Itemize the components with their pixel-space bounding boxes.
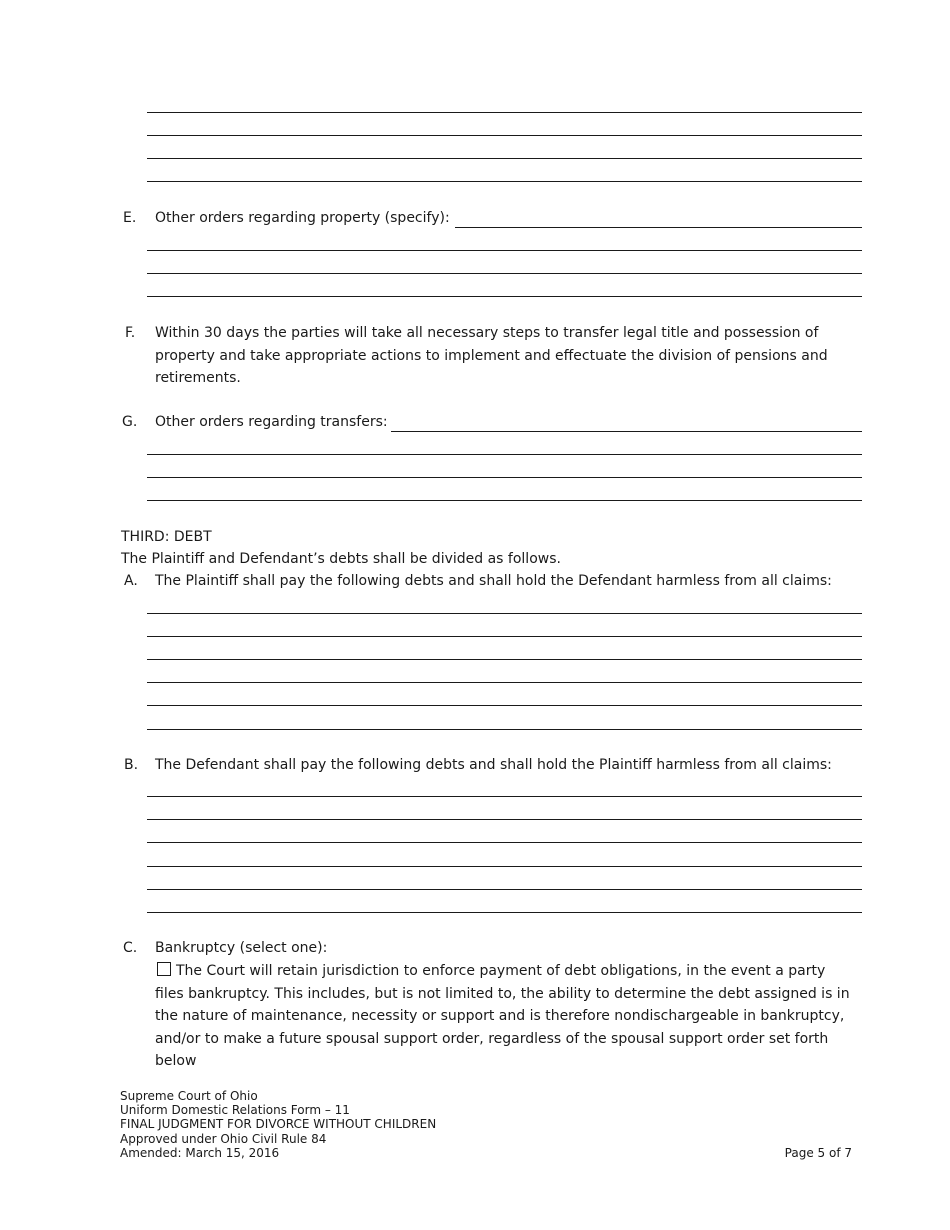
bankruptcy-option xyxy=(155,960,855,1073)
debt-a-letter: A. xyxy=(124,573,138,589)
writing-line[interactable] xyxy=(147,135,862,136)
footer-amended-date: Amended: March 15, 2016 xyxy=(120,1146,280,1160)
bankruptcy-retain-checkbox[interactable] xyxy=(157,962,171,976)
page-number: Page 5 of 7 xyxy=(784,1146,852,1160)
debt-b-text: The Defendant shall pay the following debts and shall hold the Plaintiff harmless from all claims: xyxy=(155,757,832,773)
writing-line[interactable] xyxy=(147,112,862,113)
debt-c-letter: C. xyxy=(123,940,138,956)
writing-line[interactable] xyxy=(147,912,862,913)
writing-line[interactable] xyxy=(147,819,862,820)
writing-line[interactable] xyxy=(147,454,862,455)
section-g-letter: G. xyxy=(122,414,138,430)
debt-heading: THIRD: DEBT xyxy=(121,529,212,545)
footer-court: Supreme Court of Ohio xyxy=(120,1089,258,1103)
writing-line[interactable] xyxy=(147,659,862,660)
writing-line[interactable] xyxy=(147,705,862,706)
footer-form-number: Uniform Domestic Relations Form – 11 xyxy=(120,1103,350,1117)
section-g-label: Other orders regarding transfers: xyxy=(155,414,388,430)
writing-line[interactable] xyxy=(147,181,862,182)
writing-line[interactable] xyxy=(147,636,862,637)
writing-line[interactable] xyxy=(147,682,862,683)
writing-line[interactable] xyxy=(147,613,862,614)
debt-a-text: The Plaintiff shall pay the following debts and shall hold the Defendant harmless from all claims: xyxy=(155,573,832,589)
section-e-letter: E. xyxy=(123,210,137,226)
section-g-inline-field[interactable] xyxy=(391,431,862,432)
writing-line[interactable] xyxy=(147,273,862,274)
writing-line[interactable] xyxy=(147,250,862,251)
footer-approval: Approved under Ohio Civil Rule 84 xyxy=(120,1132,327,1146)
debt-b-letter: B. xyxy=(124,757,139,773)
section-e-label: Other orders regarding property (specify): xyxy=(155,210,450,226)
writing-line[interactable] xyxy=(147,842,862,843)
section-e-inline-field[interactable] xyxy=(455,227,862,228)
writing-line[interactable] xyxy=(147,796,862,797)
writing-line[interactable] xyxy=(147,889,862,890)
debt-c-label: Bankruptcy (select one): xyxy=(155,940,328,956)
footer-form-title: FINAL JUDGMENT FOR DIVORCE WITHOUT CHILDREN xyxy=(120,1117,437,1131)
writing-line[interactable] xyxy=(147,158,862,159)
writing-line[interactable] xyxy=(147,296,862,297)
section-f-letter: F. xyxy=(125,325,136,341)
writing-line[interactable] xyxy=(147,729,862,730)
writing-line[interactable] xyxy=(147,866,862,867)
section-f-text: Within 30 days the parties will take all necessary steps to transfer legal title and possession of property and take appropriate actions to implement and effectuate the division of pensions and retirements. xyxy=(155,325,828,386)
bankruptcy-option-text: The Court will retain jurisdiction to enforce payment of debt obligations, in the event a party files bankruptcy. This includes, but is not limited to, the ability to determine the debt assigned is in the nature of maintenance, necessity or support and is therefore nondischargeable in bankruptcy, and/or to make a future spousal support order, regardless of the spousal support order set forth below xyxy=(155,963,850,1069)
writing-line[interactable] xyxy=(147,500,862,501)
writing-line[interactable] xyxy=(147,477,862,478)
debt-intro: The Plaintiff and Defendant’s debts shall be divided as follows. xyxy=(121,551,561,567)
